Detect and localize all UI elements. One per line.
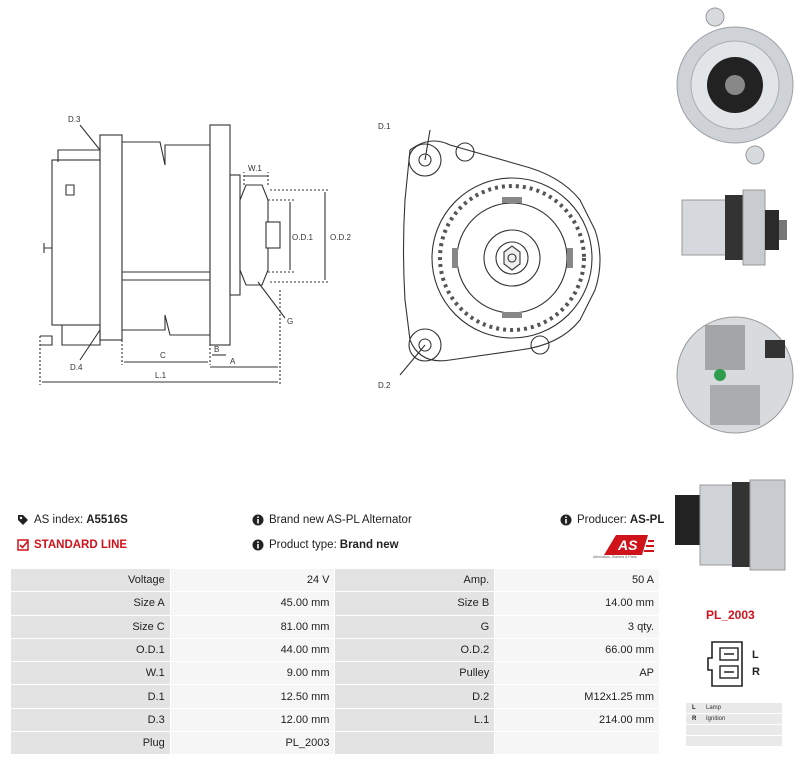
spec-label: Amp.	[335, 569, 495, 592]
photo-angle[interactable]	[670, 460, 800, 590]
plug-pin-r: R	[752, 666, 760, 678]
spec-row	[11, 732, 660, 755]
spec-value: 12.50 mm	[170, 685, 335, 708]
info-icon	[252, 539, 264, 551]
label-od2: O.D.2	[330, 233, 351, 242]
spec-value: AP	[495, 662, 660, 685]
logo-subtext: Alternators, Starters & Parts	[593, 555, 637, 559]
producer-value: AS-PL	[629, 514, 665, 526]
spec-label: D.1	[11, 685, 171, 708]
spec-label	[335, 732, 495, 755]
label-l1: L.1	[155, 371, 167, 380]
brand-line: Brand new AS-PL Alternator	[269, 514, 412, 526]
label-d4: D.4	[70, 363, 83, 372]
photo-side[interactable]	[670, 175, 800, 275]
spec-value: 14.00 mm	[495, 592, 660, 615]
spec-label: Plug	[11, 732, 171, 755]
spec-value: 12.00 mm	[170, 708, 335, 731]
photo-front[interactable]	[670, 5, 800, 165]
spec-row	[11, 615, 660, 638]
spec-row	[11, 662, 660, 685]
spec-row	[11, 708, 660, 731]
spec-label: D.3	[11, 708, 171, 731]
label-g: G	[287, 317, 294, 326]
label-a: A	[230, 357, 236, 366]
spec-label: Size C	[11, 615, 171, 638]
spec-row	[11, 592, 660, 615]
spec-label: W.1	[11, 662, 171, 685]
spec-label: O.D.2	[335, 638, 495, 661]
producer-row	[560, 514, 664, 526]
as-index-row	[17, 514, 128, 526]
spec-label: G	[335, 615, 495, 638]
spec-value: 9.00 mm	[170, 662, 335, 685]
plug-legend	[686, 703, 782, 747]
label-w1: W.1	[248, 164, 262, 173]
spec-row	[11, 569, 660, 592]
svg-text:AS: AS	[618, 537, 638, 553]
spec-row	[11, 638, 660, 661]
product-type-value: Brand new	[339, 539, 399, 551]
spec-value: 50 A	[495, 569, 660, 592]
spec-label: Pulley	[335, 662, 495, 685]
photo-rear[interactable]	[670, 295, 800, 455]
checkbox-icon	[17, 539, 29, 551]
spec-value: 44.00 mm	[170, 638, 335, 661]
label-d3: D.3	[68, 115, 81, 124]
product-type-row	[252, 539, 399, 551]
label-c: C	[160, 351, 166, 360]
spec-table	[10, 568, 660, 755]
standard-line-row	[17, 539, 127, 551]
info-icon	[560, 514, 572, 526]
plug-diagram	[704, 634, 768, 694]
product-type-label: Product type:	[269, 539, 337, 551]
standard-line-text: STANDARD LINE	[34, 539, 128, 551]
spec-label: Voltage	[11, 569, 171, 592]
spec-value: 66.00 mm	[495, 638, 660, 661]
tag-icon	[17, 514, 29, 526]
spec-row	[11, 685, 660, 708]
spec-label: Size B	[335, 592, 495, 615]
spec-value: 214.00 mm	[495, 708, 660, 731]
spec-value: 81.00 mm	[170, 615, 335, 638]
spec-value: 24 V	[170, 569, 335, 592]
spec-label: D.2	[335, 685, 495, 708]
spec-value: M12x1.25 mm	[495, 685, 660, 708]
legend-row: L Lamp	[686, 703, 782, 713]
as-index-label: AS index:	[34, 514, 84, 526]
spec-label: L.1	[335, 708, 495, 731]
spec-value: 45.00 mm	[170, 592, 335, 615]
info-icon	[252, 514, 264, 526]
label-d1: D.1	[378, 122, 391, 131]
as-index-value: A5516S	[86, 514, 128, 526]
label-od1: O.D.1	[292, 233, 313, 242]
plug-pin-l: L	[752, 649, 759, 661]
spec-value: PL_2003	[170, 732, 335, 755]
legend-row	[686, 725, 782, 735]
spec-value: 3 qty.	[495, 615, 660, 638]
spec-label: Size A	[11, 592, 171, 615]
spec-value	[495, 732, 660, 755]
producer-label: Producer:	[577, 514, 627, 526]
label-d2: D.2	[378, 381, 391, 390]
label-b: B	[214, 345, 220, 354]
brand-row	[252, 514, 412, 526]
spec-label: O.D.1	[11, 638, 171, 661]
legend-row: R Ignition	[686, 714, 782, 724]
plug-title: PL_2003	[706, 608, 755, 622]
product-photos	[670, 0, 800, 600]
legend-row	[686, 736, 782, 746]
